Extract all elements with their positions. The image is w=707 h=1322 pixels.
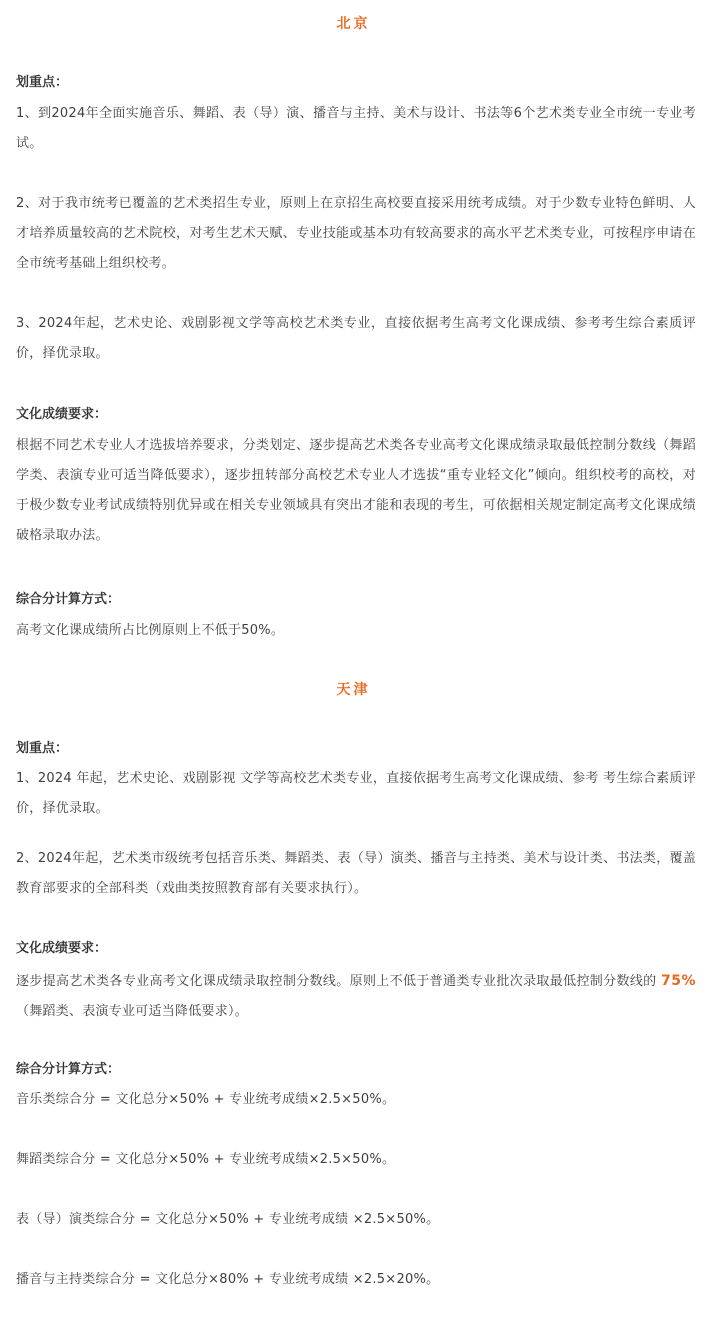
- beijing-point-1: 1、到2024年全面实施音乐、舞蹈、表（导）演、播音与主持、美术与设计、书法等6个艺术类专业全市统一专业考试。: [16, 106, 696, 151]
- beijing-title: 北京: [336, 16, 371, 32]
- tianjin-score-label: 综合分计算方式：: [16, 1062, 121, 1077]
- tianjin-culture-highlight: 75%: [660, 973, 696, 989]
- tianjin-formula-broadcast: 播音与主持类综合分 = 文化总分×80% + 专业统考成绩 ×2.5×20%。: [16, 1272, 440, 1287]
- beijing-culture-label: 文化成绩要求：: [16, 407, 108, 422]
- tianjin-key-points-label: 划重点：: [16, 741, 69, 756]
- beijing-score-text: 高考文化课成绩所占比例原则上不低于50%。: [16, 623, 285, 638]
- tianjin-culture-after: （舞蹈类、表演专业可适当降低要求）。: [16, 1004, 249, 1019]
- tianjin-formula-dance: 舞蹈类综合分 = 文化总分×50% + 专业统考成绩×2.5×50%。: [16, 1152, 396, 1167]
- beijing-key-points-label: 划重点：: [16, 75, 69, 90]
- tianjin-culture-label: 文化成绩要求：: [16, 941, 108, 956]
- beijing-score-label: 综合分计算方式：: [16, 592, 121, 607]
- tianjin-culture-text: [16, 966, 696, 1027]
- tianjin-title: 天津: [336, 682, 371, 698]
- beijing-culture-text: 根据不同艺术专业人才选拔培养要求，分类划定、逐步提高艺术类各专业高考文化课成绩录取最低控制分数线（舞蹈学类、表演专业可适当降低要求），逐步扭转部分高校艺术专业人才选拔“重专业轻文化”倾向。组织校考的高校，对于极少数专业考试成绩特别优异或在相关专业领域具有突出才能和表现的考生，可依据相关规定制定高考文化课成绩破格录取办法。: [16, 438, 696, 543]
- beijing-point-2: 2、对于我市统考已覆盖的艺术类招生专业，原则上在京招生高校要直接采用统考成绩。对于少数专业特色鲜明、人才培养质量较高的艺术院校，对考生艺术天赋、专业技能或基本功有较高要求的高水平艺术类专业，可按程序申请在全市统考基础上组织校考。: [16, 196, 696, 271]
- tianjin-point-2: 2、2024年起，艺术类市级统考包括音乐类、舞蹈类、表（导）演类、播音与主持类、美术与设计类、书法类，覆盖教育部要求的全部科类（戏曲类按照教育部有关要求执行）。: [16, 851, 696, 896]
- beijing-point-3: 3、2024年起，艺术史论、戏剧影视文学等高校艺术类专业，直接依据考生高考文化课成绩、参考考生综合素质评价，择优录取。: [16, 316, 696, 361]
- tianjin-formula-acting: 表（导）演类综合分 = 文化总分×50% + 专业统考成绩 ×2.5×50%。: [16, 1212, 440, 1227]
- tianjin-formula-music: 音乐类综合分 = 文化总分×50% + 专业统考成绩×2.5×50%。: [16, 1092, 396, 1107]
- tianjin-point-1: 1、2024 年起，艺术史论、戏剧影视 文学等高校艺术类专业，直接依据考生高考文化课成绩、参考 考生综合素质评价，择优录取。: [16, 771, 696, 816]
- tianjin-culture-before: 逐步提高艺术类各专业高考文化课成绩录取控制分数线。原则上不低于普通类专业批次录取最低控制分数线的: [16, 974, 661, 989]
